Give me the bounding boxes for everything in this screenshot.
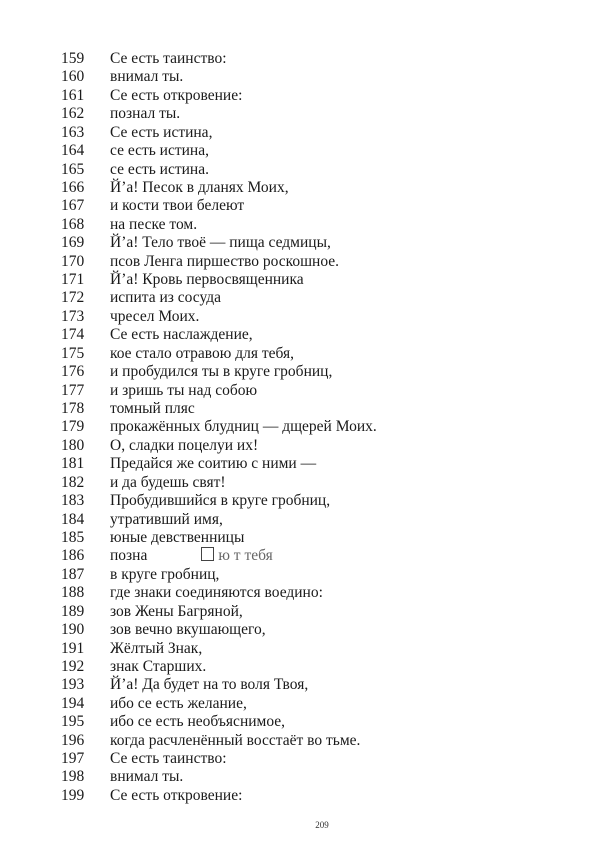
line-text-main: Й’а! Тело твоё — пища седмицы, [110, 234, 331, 252]
verse-line [0, 658, 600, 676]
line-number: 167 [61, 197, 85, 215]
line-text-main: О, сладки поцелуи их! [110, 436, 259, 454]
line-text-main: когда расчленённый восстаёт во тьме. [110, 731, 361, 749]
verse-line [0, 713, 600, 731]
line-text [110, 474, 226, 492]
line-text-main: прокажённых блудниц — дщерей Моих. [110, 418, 377, 436]
line-number: 175 [61, 344, 85, 362]
line-text [110, 511, 223, 529]
verse-line [0, 105, 600, 123]
verse-line [0, 695, 600, 713]
line-text-main: на песке том. [110, 215, 198, 233]
line-text-main: в круге гробниц, [110, 565, 220, 583]
line-text [110, 363, 332, 381]
verse-line [0, 732, 600, 750]
line-text [110, 124, 212, 142]
verse-line [0, 640, 600, 658]
verse-line [0, 216, 600, 234]
line-text-main: се есть истина, [110, 142, 209, 160]
line-text-main: се есть истина. [110, 160, 209, 178]
verse-line [0, 289, 600, 307]
line-number: 188 [61, 584, 85, 602]
line-text-main: Пробудившийся в круге гробниц, [110, 492, 331, 510]
verse-line [0, 68, 600, 86]
line-number: 177 [61, 381, 85, 399]
line-text [110, 695, 247, 713]
verse-line [0, 363, 600, 381]
line-text-main: Жёлтый Знак, [110, 639, 203, 657]
line-text-main: ибо се есть необъяснимое, [110, 713, 286, 731]
line-text-main: Се есть таинство: [110, 50, 227, 67]
page-number: 209 [315, 820, 329, 830]
verse-line [0, 768, 600, 786]
line-text-main: Се есть таинство: [110, 750, 227, 768]
verse-line [0, 566, 600, 584]
verse-line [0, 400, 600, 418]
line-number: 184 [61, 510, 85, 528]
line-text [110, 732, 360, 750]
line-number: 178 [61, 400, 85, 418]
line-text [110, 584, 323, 602]
line-text [110, 492, 330, 510]
line-text-main: испита из сосуда [110, 289, 222, 307]
line-text-main: внимал ты. [110, 68, 184, 86]
verse-line [0, 253, 600, 271]
line-number: 190 [61, 621, 85, 639]
line-number: 185 [61, 528, 85, 546]
line-number: 192 [61, 657, 85, 675]
verse-line [0, 142, 600, 160]
line-number: 199 [61, 786, 85, 804]
line-number: 163 [61, 123, 85, 141]
verse-line [0, 197, 600, 215]
line-number: 161 [61, 86, 85, 104]
line-text [110, 50, 227, 68]
line-number: 179 [61, 418, 85, 436]
line-text-main: внимал ты. [110, 768, 184, 786]
line-text [110, 216, 197, 234]
verse-line [0, 308, 600, 326]
line-text-main: юные девственницы [110, 528, 245, 546]
line-number: 189 [61, 602, 85, 620]
line-number: 174 [61, 326, 85, 344]
line-text [110, 308, 199, 326]
verse-line [0, 455, 600, 473]
line-number: 186 [61, 547, 85, 565]
line-text [110, 418, 377, 436]
line-number: 160 [61, 68, 85, 86]
line-number: 172 [61, 289, 85, 307]
missing-glyph-box-icon [201, 547, 214, 561]
line-text [110, 529, 244, 547]
line-text [110, 455, 316, 473]
line-number: 187 [61, 565, 85, 583]
line-text-main: зов вечно вкушающего, [110, 621, 266, 639]
verse-line [0, 603, 600, 621]
verse-lines [0, 50, 600, 805]
line-text-main: и пробудился ты в круге гробниц, [110, 363, 333, 381]
line-text [110, 621, 266, 639]
line-number: 173 [61, 307, 85, 325]
line-text [110, 750, 227, 768]
line-number: 198 [61, 768, 85, 786]
verse-line [0, 787, 600, 805]
line-text-main: Й’а! Да будет на то воля Твоя, [110, 676, 309, 694]
line-number: 168 [61, 215, 85, 233]
verse-line [0, 87, 600, 105]
line-text-main: и да будешь свят! [110, 473, 226, 491]
line-text [110, 68, 183, 86]
line-text [110, 326, 253, 344]
line-text [110, 768, 183, 786]
line-number: 193 [61, 676, 85, 694]
verse-line [0, 326, 600, 344]
verse-line [0, 547, 600, 565]
line-number: 170 [61, 252, 85, 270]
line-text-main: Се есть откровение: [110, 86, 243, 104]
line-text [110, 179, 289, 197]
verse-line [0, 529, 600, 547]
line-text-main: псов Ленга пиршество роскошное. [110, 252, 340, 270]
line-number: 180 [61, 436, 85, 454]
line-text-main: и кости твои белеют [110, 197, 245, 215]
line-text-main: Й’а! Песок в дланях Моих, [110, 178, 289, 196]
line-text [110, 676, 308, 694]
line-number: 195 [61, 713, 85, 731]
line-text [110, 382, 257, 400]
line-text [110, 289, 221, 307]
line-text [110, 345, 294, 363]
verse-line [0, 750, 600, 768]
line-text-main: и зришь ты над собою [110, 381, 258, 399]
verse-line [0, 382, 600, 400]
line-text-main: ибо се есть желание, [110, 694, 247, 712]
line-text [110, 197, 244, 215]
line-text-main: кое стало отравою для тебя, [110, 344, 294, 362]
verse-line [0, 676, 600, 694]
line-number: 181 [61, 455, 85, 473]
line-text-faint: ю т тебя [218, 547, 273, 565]
line-text [110, 105, 180, 123]
line-text [110, 161, 209, 179]
line-text-main: зов Жены Багряной, [110, 602, 243, 620]
line-text [110, 234, 331, 252]
verse-line [0, 234, 600, 252]
line-text-main: где знаки соединяются воедино: [110, 584, 323, 602]
line-number: 171 [61, 271, 85, 289]
line-number: 162 [61, 105, 85, 123]
line-text-main: Се есть наслаждение, [110, 326, 253, 344]
line-text [110, 400, 195, 418]
line-text [110, 547, 273, 565]
verse-line [0, 492, 600, 510]
line-text [110, 658, 206, 676]
verse-line [0, 474, 600, 492]
verse-line [0, 437, 600, 455]
verse-line [0, 584, 600, 602]
line-text [110, 640, 202, 658]
verse-line [0, 50, 600, 68]
line-text-main: Се есть откровение: [110, 786, 243, 804]
line-number: 194 [61, 694, 85, 712]
line-text [110, 787, 242, 805]
line-text [110, 271, 304, 289]
line-number: 159 [61, 50, 85, 67]
verse-line [0, 161, 600, 179]
line-text-main: знак Старших. [110, 657, 207, 675]
line-number: 164 [61, 142, 85, 160]
line-number: 191 [61, 639, 85, 657]
line-text-main: томный пляс [110, 400, 195, 418]
line-text [110, 437, 258, 455]
line-number: 176 [61, 363, 85, 381]
line-text-main: Предайся же соитию с ними — [110, 455, 317, 473]
verse-line [0, 418, 600, 436]
verse-line [0, 511, 600, 529]
verse-line [0, 179, 600, 197]
line-text-main: познал ты. [110, 105, 181, 123]
line-text-main: чресел Моих. [110, 307, 200, 325]
line-number: 165 [61, 160, 85, 178]
line-number: 166 [61, 178, 85, 196]
verse-line [0, 271, 600, 289]
line-text [110, 142, 209, 160]
line-text [110, 713, 285, 731]
verse-line [0, 345, 600, 363]
line-text [110, 603, 243, 621]
line-text-main: утративший имя, [110, 510, 223, 528]
verse-line [0, 124, 600, 142]
line-text-main: Се есть истина, [110, 123, 213, 141]
verse-line [0, 621, 600, 639]
line-number: 196 [61, 731, 85, 749]
line-text [110, 253, 339, 271]
line-text-main: Й’а! Кровь первосвященника [110, 271, 304, 289]
line-number: 183 [61, 492, 85, 510]
line-number: 169 [61, 234, 85, 252]
line-number: 182 [61, 473, 85, 491]
line-number: 197 [61, 750, 85, 768]
line-text [110, 87, 242, 105]
line-text-main: позна [110, 547, 148, 565]
line-text [110, 566, 219, 584]
